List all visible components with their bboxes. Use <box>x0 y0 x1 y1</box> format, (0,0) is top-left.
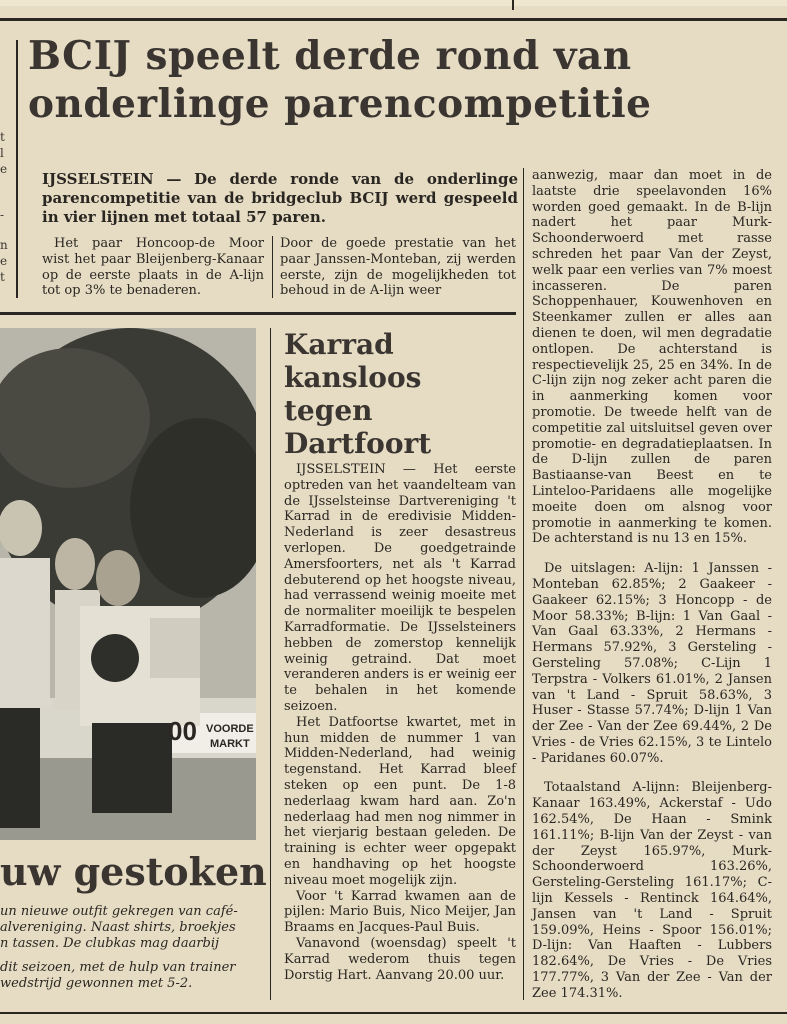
headline-line-2: onderlinge parencompetitie <box>28 81 652 127</box>
photo-caption <box>0 904 262 992</box>
caption-line: n tassen. De clubkas mag daarbij <box>0 936 220 951</box>
headline-line-1: BCIJ speelt derde rond van <box>28 33 632 79</box>
article-col2 <box>280 236 516 299</box>
caption-line: alvereniging. Naast shirts, broekjes <box>0 920 236 935</box>
sign-text: MARKT <box>210 738 250 750</box>
darts-p2: Het Datfoortse kwartet, met in hun midden de nummer 1 van Midden-Nederland, had weinig tegenstand. Het Karrad bleef steken op een punt. De 1-8 nederlaag kwam hard aan. Zo'n nederlaag had men nog nimmer in het vierjarig bestaan geleden. De training is echter weer opgepakt en handhaving op het hoogste niveau moet mogelijk zijn. <box>284 714 516 888</box>
caption-line: dit seizoen, met de hulp van trainer <box>0 960 236 975</box>
edge-letter: t <box>0 130 5 144</box>
darts-headline: Karrad kansloos tegen Dartfoort <box>284 328 432 460</box>
left-column-rule <box>16 40 18 298</box>
darts-body <box>284 462 516 983</box>
bottom-rule <box>0 1012 787 1014</box>
article-col3-p1: aanwezig, maar dan moet in de laatste drie speelavonden 16% worden goed gemaakt. In de B-lijn nadert het paar Murk-Schoonderwoerd met rasse schreden het paar Van der Zeyst, welk paar een verlies van 7% moest incasseren. De paren Schoppenhauer, Kouwenhoven en Steenkamer zullen er alles aan dienen te doen, wil men degradatie ontlopen. De achterstand is respectievelijk 25, 25 en 34%. In de C-lijn zijn nog zeker acht paren die in aanmerking komen voor promotie. De tweede helft van de competitie zal uitsluitsel geven over promotie- en degradatieplaatsen. In de D-lijn zullen de paren Bastiaanse-van Beest en te Linteloo-Paridaens alle mogelijke moeite doen om alsnog voor promotie in aanmerking te komen. De achterstand is nu 13 en 15%. <box>532 168 772 547</box>
article-col2-text: Door de goede prestatie van het paar Janssen-Monteban, zij werden eerste, zijn de mogelijkheden tot behoud in de A-lijn weer <box>280 236 516 299</box>
edge-letter: n <box>0 238 8 252</box>
article-col1-text: Het paar Honcoop-de Moor wist het paar Bleijenberg-Kanaar op de eerste plaats in de A-lijn tot op 3% te benaderen. <box>42 236 264 299</box>
caption-line: wedstrijd gewonnen met 5-2. <box>0 976 193 991</box>
col-divider-1 <box>272 236 273 298</box>
edge-letter: - <box>0 208 5 222</box>
col-divider-right <box>523 168 524 1000</box>
article-lead: IJSSELSTEIN — De derde ronde van de onderlinge parencompetitie van de bridgeclub BCIJ werd gespeeld in vier lijnen met totaal 57 paren. <box>42 170 518 226</box>
edge-letter: e <box>0 254 8 268</box>
team-photo <box>0 328 256 840</box>
top-rule <box>0 0 787 6</box>
article-headline <box>28 32 768 128</box>
sign-text: 00 <box>168 716 197 746</box>
top-divider-small <box>512 0 514 10</box>
caption-line: un nieuwe outfit gekregen van café- <box>0 904 238 919</box>
edge-letter: l <box>0 146 4 160</box>
photo-story-headline: uw gestoken <box>0 849 267 894</box>
article-col3-p3: Totaalstand A-lijnn: Bleijenberg-Kanaar 163.49%, Ackerstaf - Udo 162.54%, De Haan - Smink 161.11%; B-lijn Van der Zeyst - van der Zeyst 165.97%, Murk-Schoonderwoerd 163.26%, Gersteling-Gersteling 161.17%; C-lijn Kessels - Rentinck 164.64%, Jansen van 't Land - Spruit 159.09%, Heins - Spoor 156.01%; D-lijn: Van Haaften - Lubbers 182.64%, De Vries - De Vries 177.77%, 3 Van der Zee - Van der Zee 174.31%. <box>532 780 772 1001</box>
edge-letter: e <box>0 162 8 176</box>
section-rule <box>0 312 516 315</box>
edge-letter: t <box>0 270 5 284</box>
article-col3-p2: De uitslagen: A-lijn: 1 Janssen - Monteban 62.85%; 2 Gaakeer - Gaakeer 62.15%; 3 Honcopp - de Moor 58.33%; B-lijn: 1 Van Gaal - Van Gaal 63.33%, 2 Hermans - Hermans 57.92%, 3 Gersteling - Gersteling 57.08%; C-Lijn 1 Terpstra - Volkers 61.01%, 2 Jansen van 't Land - Spruit 58.63%, 3 Huser - Stasse 57.74%; D-lijn 1 Van der Zee - Van der Zee 69.44%, 2 De Vries - de Vries 62.15%, 3 te Lintelo - Paridanes 60.07%. <box>532 561 772 766</box>
darts-p3: Voor 't Karrad kwamen aan de pijlen: Mario Buis, Nico Meijer, Jan Braams en Jacques-Paul Buis. <box>284 888 516 936</box>
darts-p4: Vanavond (woensdag) speelt 't Karrad wederom thuis tegen Dorstig Hart. Aanvang 20.00 uur. <box>284 935 516 983</box>
top-border <box>0 18 787 21</box>
sign-text: VOORDE <box>206 723 254 735</box>
darts-p1: IJSSELSTEIN — Het eerste optreden van het vaandelteam van de IJsselsteinse Dartvereniging 't Karrad in de eredivisie Midden-Nederland is zeer desastreus verlopen. De goedgetrainde Amersfoorters, net als 't Karrad debuterend op het hoogste niveau, had verrassend weinig moeite met de normaliter moeilijk te bespelen Karradformatie. De IJsselsteiners hebben de zomerstop kennelijk weinig getraind. Dat moet veranderen anders is er weinig eer te behalen in het komende seizoen. <box>284 462 516 714</box>
article-col3 <box>532 168 772 1002</box>
team-photo-image <box>0 328 256 840</box>
photo-divider <box>270 328 271 1000</box>
article-col1 <box>42 236 264 299</box>
